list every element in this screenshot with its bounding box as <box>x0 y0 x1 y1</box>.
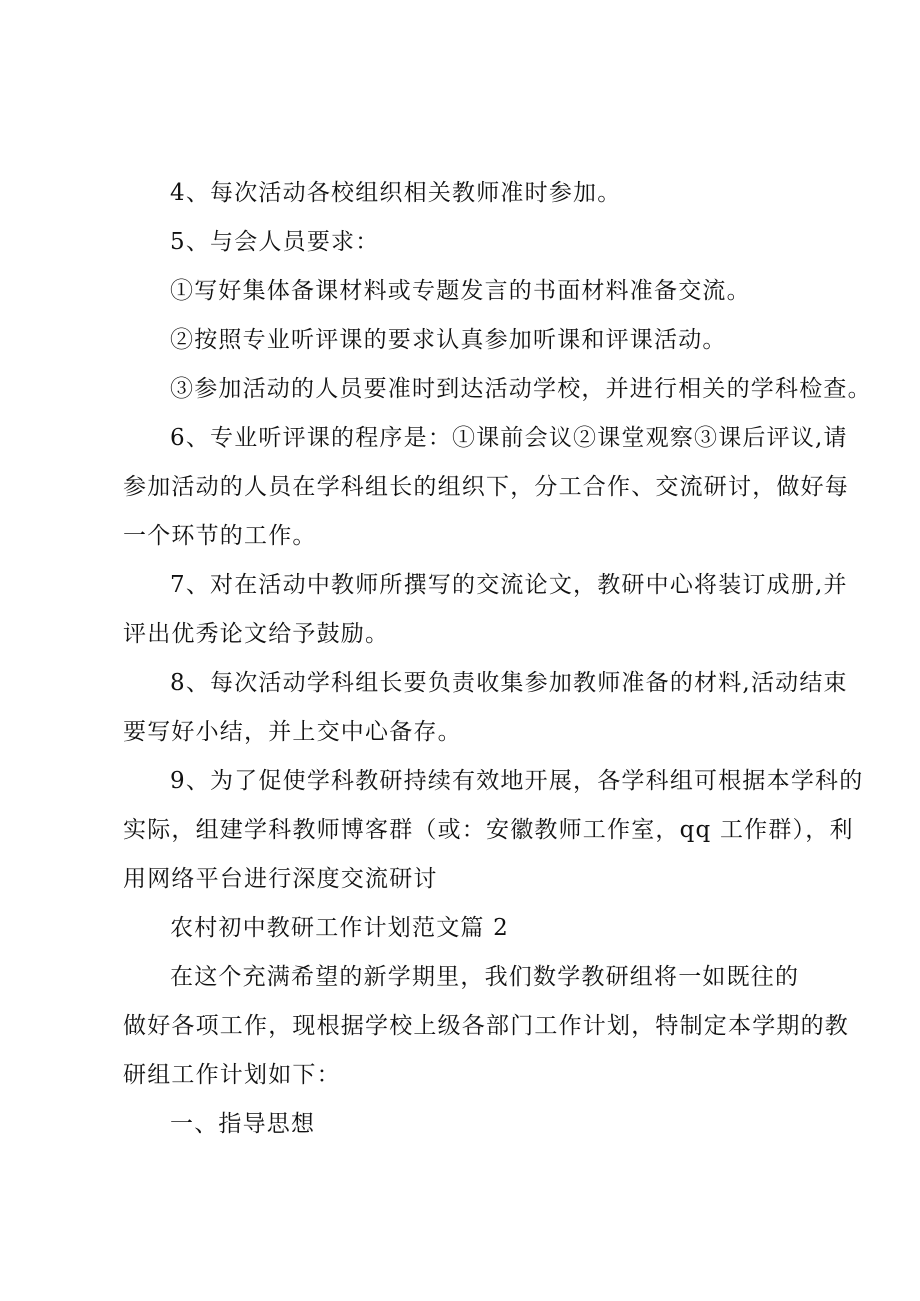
heading-guiding-thought: 一、指导思想 <box>170 1111 316 1137</box>
item-5-line: 5、与会人员要求： <box>170 229 380 255</box>
item-6-line-3: 一个环节的工作。 <box>123 523 317 549</box>
item-8-line-2: 要写好小结，并上交中心备存。 <box>123 719 462 745</box>
item-9-line-1: 9、为了促使学科教研持续有效地开展，各学科组可根据本学科的 <box>170 768 864 794</box>
intro-line-3: 研组工作计划如下： <box>123 1062 341 1088</box>
item-7-line-2: 评出优秀论文给予鼓励。 <box>123 621 390 647</box>
item-8-line-1: 8、每次活动学科组长要负责收集参加教师准备的材料,活动结束 <box>170 670 848 696</box>
item-9-line-3: 用网络平台进行深度交流研讨 <box>123 866 438 892</box>
intro-line-2: 做好各项工作，现根据学校上级各部门工作计划，特制定本学期的教 <box>123 1013 849 1039</box>
item-4-line: 4、每次活动各校组织相关教师准时参加。 <box>170 180 622 206</box>
item-6-line-2: 参加活动的人员在学科组长的组织下，分工合作、交流研讨，做好每 <box>123 474 849 500</box>
sub-item-2-line: ②按照专业听评课的要求认真参加听课和评课活动。 <box>170 327 727 353</box>
item-6-line-1: 6、专业听评课的程序是：①课前会议②课堂观察③课后评议,请 <box>170 425 848 451</box>
sub-item-1-line: ①写好集体备课材料或专题发言的书面材料准备交流。 <box>170 278 751 304</box>
item-9-line-2: 实际，组建学科教师博客群（或：安徽教师工作室，qq 工作群），利 <box>123 817 854 843</box>
item-7-line-1: 7、对在活动中教师所撰写的交流论文，教研中心将装订成册,并 <box>170 572 848 598</box>
intro-line-1: 在这个充满希望的新学期里，我们数学教研组将一如既往的 <box>170 964 800 990</box>
sub-item-3-line: ③参加活动的人员要准时到达活动学校，并进行相关的学科检查。 <box>170 376 872 402</box>
section-title: 农村初中教研工作计划范文篇 2 <box>170 915 509 941</box>
